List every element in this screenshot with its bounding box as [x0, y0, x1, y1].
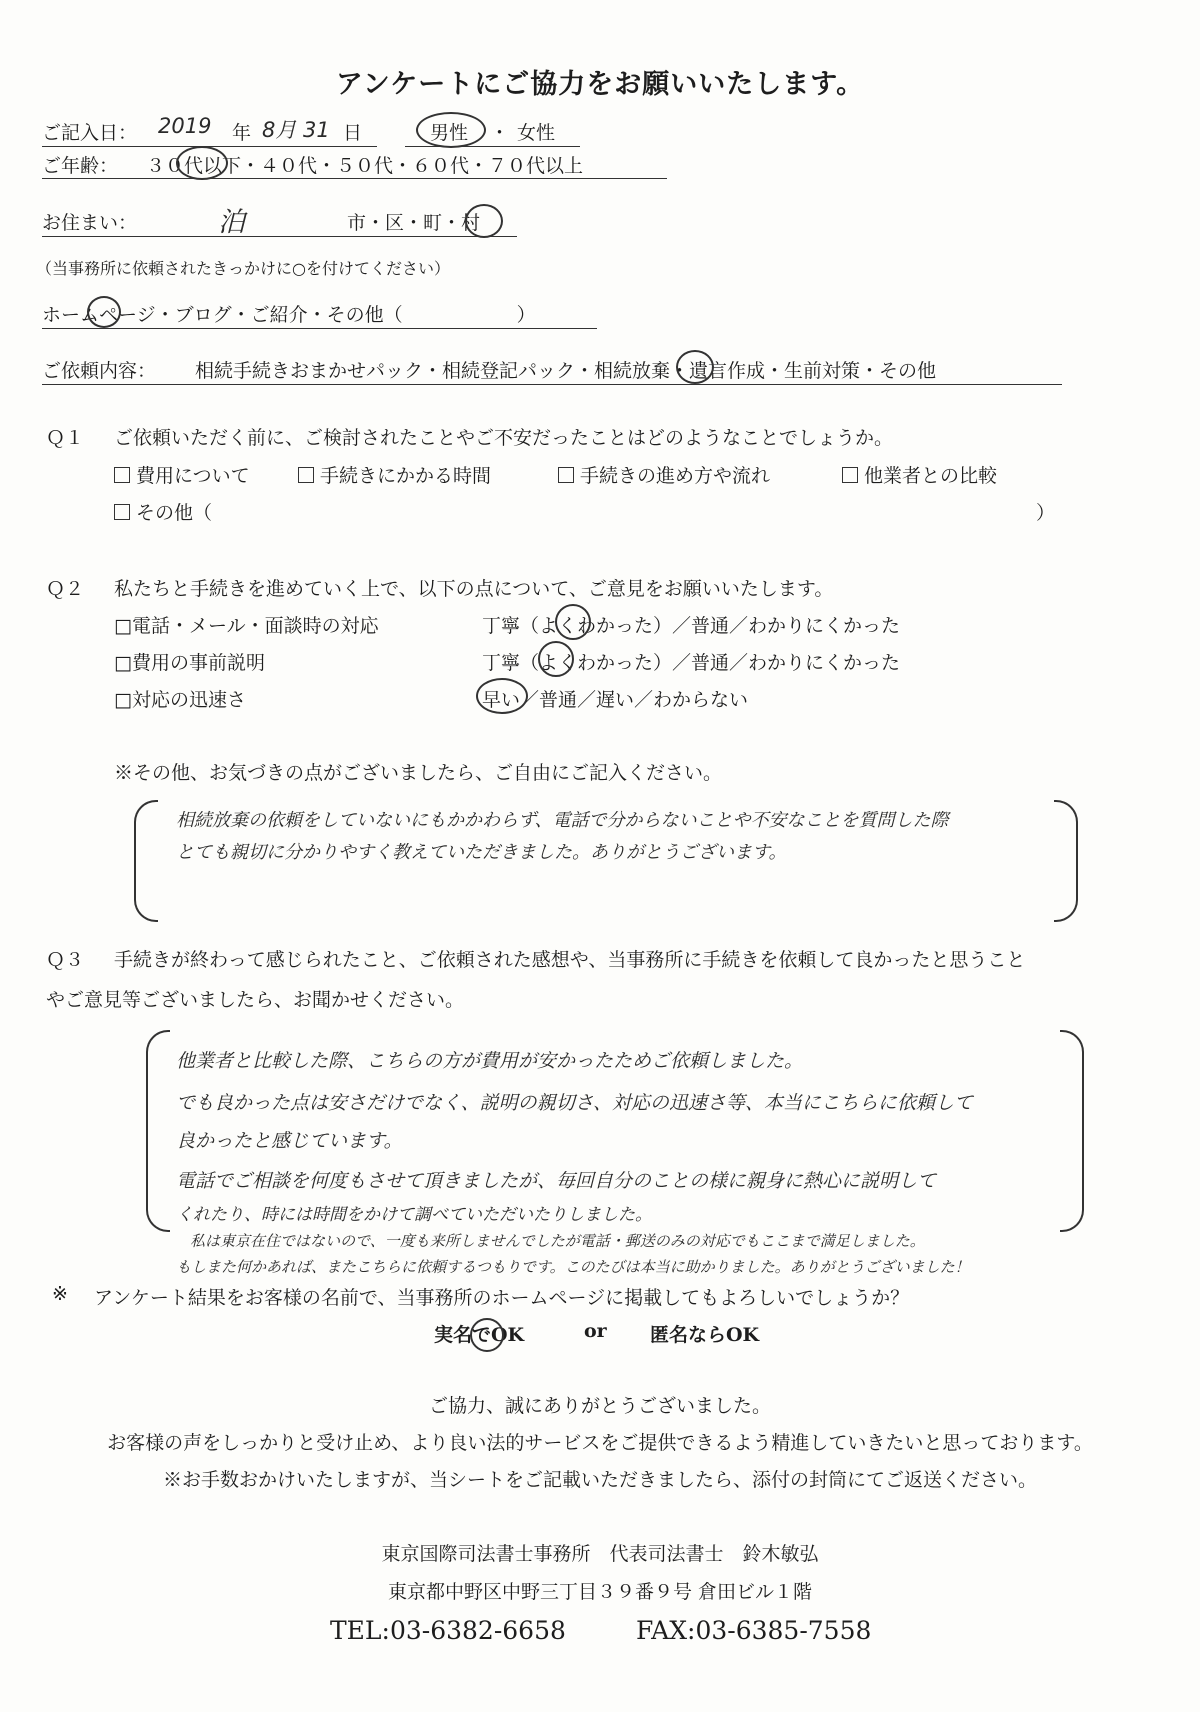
checkbox-icon: [114, 504, 130, 520]
age-label: ご年齢：: [42, 155, 119, 177]
q1-question: ご依頼いただく前に、ご検討されたことやご不安だったことはどのようなことでしょうか。: [114, 427, 894, 449]
q1-other-close: ）: [1036, 502, 1056, 524]
gender-female: 女性: [517, 122, 556, 144]
q3-question-line2: やご意見等ございましたら、お聞かせください。: [46, 989, 465, 1011]
trigger-options: ホームページ・ブログ・ご紹介・その他（ ）: [42, 304, 536, 326]
q2-row-label: □費用の事前説明: [114, 652, 265, 674]
gender-circle: [416, 112, 486, 148]
year-unit: 年: [232, 122, 252, 144]
footer-tel: TEL:03-6382-6658: [330, 1616, 566, 1645]
footer-address: 東京都中野区中野三丁目３９番９号 倉田ビル１階: [387, 1581, 813, 1603]
q2-question: 私たちと手続きを進めていく上で、以下の点について、ご意見をお願いいたします。: [114, 578, 834, 600]
address-underline: [42, 236, 517, 237]
gender-underline: [405, 146, 580, 147]
publish-circle: [470, 1318, 504, 1352]
publish-option-real: 実名でOK: [434, 1324, 525, 1346]
q2-row-choices: 丁寧（よくわかった）／普通／わかりにくかった: [482, 652, 901, 674]
renunciation-circle: [676, 350, 714, 384]
q3-answer-line: くれたり、時には時間をかけて調べていただいたりしました。: [176, 1205, 652, 1225]
q3-answer-line: 良かったと感じています。: [176, 1130, 403, 1152]
q3-answer-line: 私は東京在住ではないので、一度も来所しませんでしたが電話・郵送のみの対応でもここまで満足しました。: [190, 1232, 925, 1250]
q2-number: Ｑ２: [46, 578, 85, 600]
q2-answer-circle: [555, 604, 591, 640]
thanks-line3: ※お手数おかけいたしますが、当シートをご記載いただきましたら、添付の封筒にてご返送ください。: [162, 1469, 1037, 1491]
q2-answer-line: 相続放棄の依頼をしていないにもかかわらず、電話で分からないことや不安なことを質問した際: [176, 810, 949, 831]
q2-answer-circle: [476, 678, 528, 714]
address-units: 市・区・町・村: [347, 212, 481, 234]
q3-answer-line: 他業者と比較した際、こちらの方が費用が安かったためご依頼しました。: [176, 1050, 804, 1072]
day-unit: 日: [343, 122, 363, 144]
q2-row-label: □対応の迅速さ: [114, 689, 246, 711]
q2-row-choices: 丁寧（よくわかった）／普通／わかりにくかった: [482, 615, 901, 637]
publish-option-or: or: [584, 1320, 607, 1342]
page-title: アンケートにご協力をお願いいたします。: [335, 69, 865, 100]
q1-option-process: 手続きの進め方や流れ: [558, 461, 770, 488]
q3-number: Ｑ３: [46, 949, 85, 971]
address-label: お住まい：: [42, 212, 138, 234]
thanks-line1: ご協力、誠にありがとうございました。: [428, 1395, 771, 1417]
comment-bracket-left: [134, 800, 158, 922]
q1-option-compare: 他業者との比較: [842, 461, 997, 488]
publish-question: アンケート結果をお客様の名前で、当事務所のホームページに掲載してもよろしいでしょうか？: [94, 1287, 910, 1309]
trigger-underline: [42, 328, 597, 329]
q1-option-time: 手続きにかかる時間: [298, 461, 491, 488]
q2-answer-circle: [538, 641, 574, 677]
q1-option-cost: 費用について: [114, 461, 250, 488]
q3-bracket-left: [146, 1030, 170, 1232]
q3-question-line1: 手続きが終わって感じられたこと、ご依頼された感想や、当事務所に手続きを依頼して良かったと思うこと: [114, 949, 1026, 971]
q1-number: Ｑ１: [46, 427, 85, 449]
date-year: 2019: [158, 114, 212, 138]
address-value: 泊: [218, 207, 245, 238]
trigger-note: （当事務所に依頼されたきっかけに○を付けてください）: [36, 259, 450, 278]
age-underline: [42, 178, 667, 179]
publish-option-anon: 匿名ならOK: [650, 1324, 760, 1346]
q3-answer-line: 電話でご相談を何度もさせて頂きましたが、毎回自分のことの様に親身に熱心に説明して: [176, 1170, 937, 1192]
q3-answer-line: でも良かった点は安さだけでなく、説明の親切さ、対応の迅速さ等、本当にこちらに依頼して: [176, 1092, 973, 1114]
checkbox-checked-icon: [558, 467, 574, 483]
request-label: ご依頼内容：: [42, 360, 157, 382]
age-options: ３０代以下・４０代・５０代・６０代・７０代以上: [146, 155, 584, 177]
request-underline: [42, 384, 1062, 385]
thanks-line2: お客様の声をしっかりと受け止め、より良い法的サービスをご提供できるよう精進していきたいと思っております。: [107, 1432, 1093, 1454]
age-circle: [176, 146, 228, 180]
q2-row-label: □電話・メール・面談時の対応: [114, 615, 379, 637]
q3-answer-line: もしまた何かあれば、またこちらに依頼するつもりです。このたびは本当に助かりました。ありがとうございました！: [176, 1258, 970, 1276]
checkbox-checked-icon: [114, 467, 130, 483]
q2-row-choices: 早い／普通／遅い／わからない: [482, 689, 749, 711]
q2-note: ※その他、お気づきの点がございましたら、ご自由にご記入ください。: [114, 762, 723, 784]
checkbox-checked-icon: [298, 467, 314, 483]
homepage-circle: [87, 296, 121, 328]
comment-bracket-right: [1054, 800, 1078, 922]
village-circle: [465, 204, 503, 238]
date-month-day: 8月 31: [262, 118, 330, 142]
request-options: 相続手続きおまかせパック・相続登記パック・相続放棄・遺言作成・生前対策・その他: [195, 360, 937, 382]
footer-fax: FAX:03-6385-7558: [636, 1616, 872, 1645]
q3-bracket-right: [1060, 1030, 1084, 1232]
q2-answer-line: とても親切に分かりやすく教えていただきました。ありがとうございます。: [176, 842, 787, 863]
date-label: ご記入日：: [42, 122, 138, 144]
publish-mark: ※: [52, 1283, 68, 1305]
gender-male: 男性: [430, 122, 469, 144]
q1-option-other: その他（: [114, 498, 212, 525]
footer-office: 東京国際司法書士事務所 代表司法書士 鈴木敏弘: [381, 1543, 819, 1565]
gender-sep: ・: [490, 122, 510, 144]
checkbox-checked-icon: [842, 467, 858, 483]
